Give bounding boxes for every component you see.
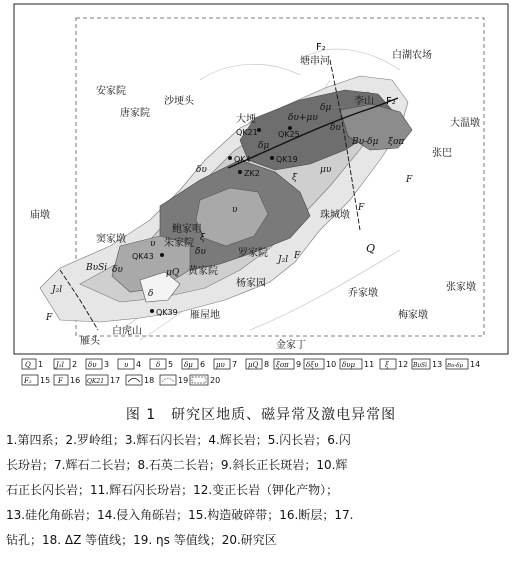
place-label: 金家丁 <box>276 340 306 351</box>
legend-number: 2 <box>72 360 78 369</box>
legend-symbol: δυ <box>88 361 97 369</box>
legend-symbol: BυSi <box>413 362 428 369</box>
legend-symbol: δξυ <box>306 361 319 369</box>
rock-code: ξοπ <box>388 137 405 147</box>
legend-number: 4 <box>136 360 142 369</box>
place-label: 塘串河 <box>300 56 330 67</box>
well-label: QK21 <box>236 128 258 137</box>
legend-number: 7 <box>232 360 238 369</box>
legend-symbol: υ <box>124 361 129 369</box>
legend-symbol: Q <box>25 361 31 369</box>
place-label: 张家墩 <box>446 282 476 293</box>
legend-number: 10 <box>326 360 337 369</box>
legend-number: 15 <box>40 376 51 385</box>
place-label: 罗家院 <box>238 248 268 259</box>
rock-code: υ <box>150 239 156 249</box>
rock-code: μυ <box>320 165 332 175</box>
rock-code: ξ <box>292 173 297 183</box>
rock-code: δ <box>148 289 154 299</box>
rock-code: δυ <box>195 247 206 257</box>
place-label: 唐家院 <box>120 108 150 119</box>
legend-symbol: F <box>58 377 63 385</box>
explanation-line: 钻孔；18. ΔZ 等值线；19. ηs 等值线；20.研究区 <box>6 533 277 547</box>
rock-code: ξ <box>200 233 205 243</box>
place-label: 沙埂头 <box>164 96 194 107</box>
rock-code: Q <box>366 242 376 255</box>
well-label: QK25 <box>278 130 300 139</box>
drill-hole-qk39 <box>150 309 154 313</box>
place-label: 鲍家咀 <box>172 224 202 235</box>
rock-code: F <box>46 313 53 323</box>
legend-number: 12 <box>398 360 409 369</box>
legend-symbol: μQ <box>248 361 259 369</box>
legend-number: 5 <box>168 360 174 369</box>
drill-hole-qk4 <box>228 156 232 160</box>
place-label: 黄家院 <box>188 266 218 277</box>
rock-code: Bυ-δμ <box>352 137 379 147</box>
place-label: 白虎山 <box>112 326 142 337</box>
legend-symbol: ξοπ <box>276 361 289 369</box>
legend-symbol: F₂ <box>24 377 32 385</box>
rock-code: BυSi <box>86 263 108 273</box>
legend <box>22 359 480 385</box>
rock-code: F <box>294 251 301 261</box>
rock-code: δυ <box>112 265 123 275</box>
rock-code: δυ <box>196 165 207 175</box>
place-label: 乔家墩 <box>348 288 378 299</box>
place-label: 安家院 <box>96 86 126 97</box>
legend-number: 17 <box>110 376 121 385</box>
rock-code: F <box>358 203 365 213</box>
legend-row-2 <box>22 375 220 385</box>
place-label: 大埂 <box>236 114 256 125</box>
place-label: 庙墩 <box>30 210 50 221</box>
rock-code: J₂l <box>278 255 289 265</box>
legend-number: 16 <box>70 376 81 385</box>
rock-code: J₂l <box>52 285 63 295</box>
explanation-line: 13.硅化角砾岩；14.侵入角砾岩；15.构造破碎带；16.断层；17. <box>6 508 354 522</box>
place-label: F₂ <box>316 42 326 53</box>
rock-code: υ <box>232 205 238 215</box>
rock-code: δμ <box>320 103 332 113</box>
legend-symbol: ξ <box>385 361 389 369</box>
place-label: 白湖农场 <box>392 50 432 61</box>
legend-number: 6 <box>200 360 206 369</box>
legend-number: 9 <box>296 360 302 369</box>
drill-hole-qk43 <box>160 253 164 257</box>
rock-code: δμ <box>258 141 270 151</box>
rock-code: δυ <box>330 123 341 133</box>
legend-symbol: J₂l <box>56 361 64 369</box>
legend-symbol: Bυ-δμ <box>447 363 464 369</box>
well-label: QK39 <box>156 308 178 317</box>
legend-number: 3 <box>104 360 110 369</box>
place-label: 珠城墩 <box>320 210 350 221</box>
legend-symbol: μυ <box>216 361 225 369</box>
place-label: 大温墩 <box>450 118 480 129</box>
figure-caption: 图 1 研究区地质、磁异常及激电异常图 <box>125 407 397 423</box>
well-label: QK43 <box>132 252 154 261</box>
legend-number: 14 <box>470 360 481 369</box>
rock-code: F <box>406 175 413 185</box>
place-label: 雁头 <box>80 336 100 347</box>
legend-number: 13 <box>432 360 443 369</box>
drill-hole-zk2 <box>238 170 242 174</box>
explanation-line: 长玢岩；7.辉石二长岩；8.石英二长岩；9.斜长正长斑岩；10.辉 <box>6 458 348 472</box>
well-label: QK19 <box>276 155 298 164</box>
legend-number: 20 <box>210 376 221 385</box>
explanation-line: 1.第四系；2.罗岭组；3.辉石闪长岩；4.辉长岩；5.闪长岩；6.闪 <box>6 433 351 447</box>
legend-number: 1 <box>38 360 44 369</box>
place-label: 张巴 <box>432 148 452 159</box>
place-label: 杨家园 <box>236 278 266 289</box>
legend-explanation <box>6 428 518 553</box>
legend-symbol: δ <box>156 361 161 369</box>
place-label: 梅家墩 <box>398 310 428 321</box>
explanation-line: 石正长闪长岩；11.辉石闪长玢岩；12.变正长岩（钾化产物）； <box>6 483 339 497</box>
well-label: QK4 <box>234 155 251 164</box>
rock-code: μQ <box>166 268 180 278</box>
place-label: F₂ <box>386 96 396 107</box>
legend-number: 19 <box>178 376 189 385</box>
well-label: ZK2 <box>244 169 260 178</box>
rock-code: δυ+μυ <box>288 113 318 123</box>
legend-symbol: δυμ <box>342 361 356 369</box>
legend-number: 18 <box>144 376 155 385</box>
legend-symbol: QK21 <box>87 378 105 385</box>
drill-hole-qk19 <box>270 156 274 160</box>
place-label: 窦家墩 <box>96 234 126 245</box>
place-label: 李山 <box>354 96 374 107</box>
legend-number: 11 <box>364 360 375 369</box>
legend-symbol: δμ <box>184 361 193 369</box>
place-label: 雁屋地 <box>190 310 220 321</box>
legend-row-1 <box>22 359 480 369</box>
place-label: 朱家院 <box>164 238 194 249</box>
legend-number: 8 <box>264 360 270 369</box>
